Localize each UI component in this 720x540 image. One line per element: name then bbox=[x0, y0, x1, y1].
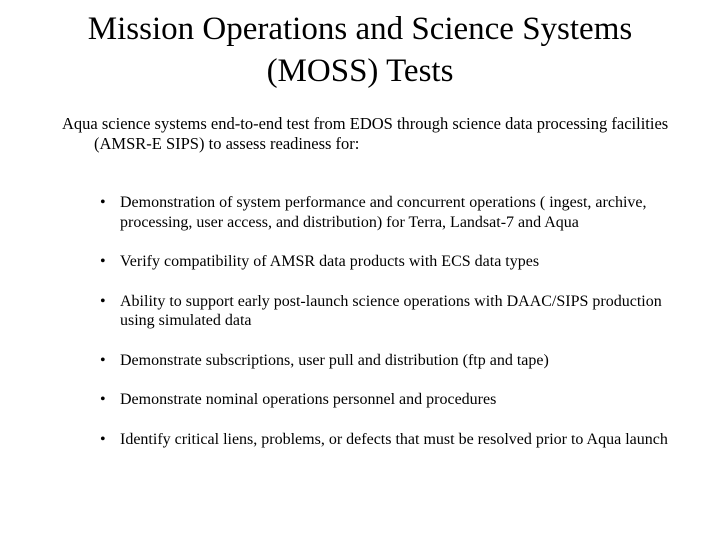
bullet-text: Demonstrate nominal operations personnel and procedures bbox=[120, 391, 497, 408]
bullet-item-performance bbox=[100, 193, 700, 232]
bullet-icon: • bbox=[100, 430, 106, 448]
bullet-icon: • bbox=[100, 391, 106, 408]
slide-title bbox=[0, 8, 720, 92]
bullet-item-operations bbox=[100, 390, 700, 410]
bullet-text: Identify critical liens, problems, or defects that must be resolved prior to Aqua launch bbox=[120, 430, 668, 448]
bullet-item-post-launch bbox=[100, 292, 700, 331]
bullet-item-subscriptions bbox=[100, 351, 700, 371]
intro-paragraph: Aqua science systems end-to-end test from EDOS through science data processing facilities (AMSR-E SIPS) to assess readiness for: bbox=[62, 114, 669, 153]
slide-title-line-1: Mission Operations and Science Systems bbox=[87, 11, 633, 47]
bullet-item-compatibility bbox=[100, 252, 700, 272]
slide-title-line-2: (MOSS) Tests bbox=[266, 53, 454, 89]
bullet-item-liens bbox=[100, 430, 700, 450]
bullet-text: Verify compatibility of AMSR data products with ECS data types bbox=[120, 253, 540, 270]
bullet-text: Demonstration of system performance and concurrent operations ( ingest, archive, processing, user access, and distribution) for Terra, Landsat-7 and Aqua bbox=[120, 194, 647, 231]
bullet-icon: • bbox=[100, 292, 106, 310]
bullet-list bbox=[100, 193, 700, 469]
bullet-icon: • bbox=[100, 253, 106, 270]
bullet-icon: • bbox=[100, 194, 106, 211]
bullet-text: Ability to support early post-launch science operations with DAAC/SIPS production using simulated data bbox=[120, 292, 662, 329]
bullet-icon: • bbox=[100, 351, 106, 369]
bullet-text: Demonstrate subscriptions, user pull and distribution (ftp and tape) bbox=[120, 351, 549, 369]
